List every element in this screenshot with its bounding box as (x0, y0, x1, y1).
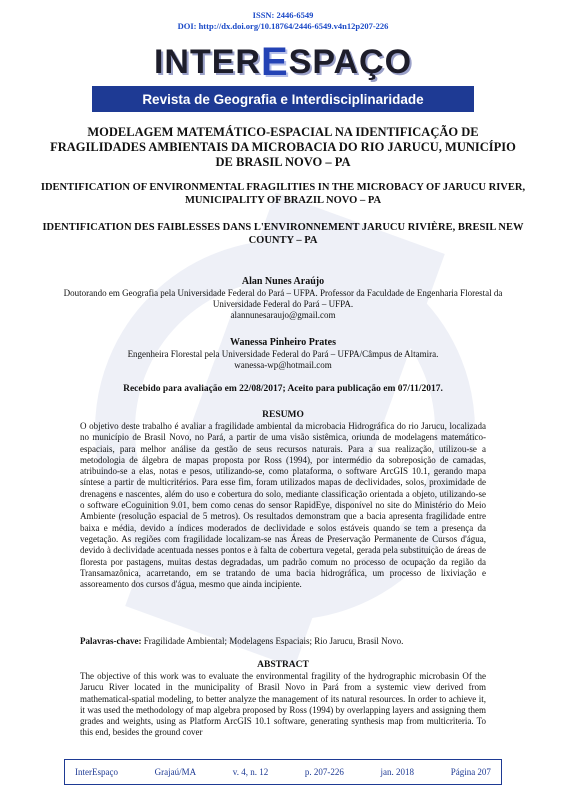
article-identifiers (0, 10, 566, 32)
received-accepted-dates: Recebido para avaliação em 22/08/2017; Aceito para publicação em 07/11/2017. (123, 384, 443, 394)
author-affiliation: Engenheira Florestal pela Universidade Federal do Pará – UFPA/Câmpus de Altamira. (127, 349, 439, 359)
footer-pages: p. 207-226 (304, 767, 344, 777)
footer-journal: InterEspaço (75, 767, 118, 777)
resumo-text: O objetivo deste trabalho é avaliar a fragilidade ambiental da microbacia Hidrográfica do rio Jarucu, localizada no município de Brasil Novo, no Pará, a partir de uma visão sistêmica, oriunda de modelagens matemático-espaciais, para melhor análise da gestão de seus recursos naturais. Para a sua realização, utilizou-se a metodologia de álgebra de mapas proposta por Ross (1994), por intermédio da sobreposição de camadas, atribuindo-se a elas, notas e pesos, utilizando-se, como plataforma, o software ArcGIS 10.1, gerando mapa síntese a partir de multicritérios. Para esse fim, foram utilizados mapas de declividades, solos, proximidade de drenagens e nascentes, além do uso e cobertura do solo, mediante classificação orientada a objeto, utilizando-se o software eCoguinition 9.01, bem como cenas do sensor RapidEye, disponível no site do Ministério do Meio Ambiente (resolução espacial de 5 metros). Os resultados demonstram que a bacia apresenta fragilidade entre baixa e média, devido a índices moderados de declividade e solos estáveis quando se tem a presença da vegetação. As regiões com fragilidade localizam-se nas Áreas de Preservação Permanente de Cursos d'água, devido à declividade acentuada nesses pontos e à falta de cobertura vegetal, gerada pela substituição de áreas de floresta por pastagens, muitas destas degradadas, um padrão comum no processo de ocupação da região da Transamazônica, acarretando, em se tratando de uma bacia hidrográfica, um processo de lixiviação e assoreamento dos cursos d'água, mesmo que ainda incipiente. (80, 421, 486, 590)
issn: ISSN: 2446-6549 (252, 10, 314, 20)
author-block-1 (40, 276, 526, 321)
keywords (80, 636, 486, 647)
logo-text-inter: INTER (153, 42, 261, 81)
journal-logo (78, 39, 488, 84)
author-email[interactable]: alannunesaraujo@gmail.com (230, 310, 336, 320)
keywords-label: Palavras-chave: (80, 636, 142, 646)
journal-subtitle: Revista de Geografia e Interdisciplinaridade (142, 91, 424, 107)
author-name: Wanessa Pinheiro Prates (230, 337, 336, 348)
footer-city: Grajaú/MA (154, 767, 197, 777)
logo-text-accent: E (260, 39, 289, 84)
journal-subtitle-banner (92, 86, 474, 112)
author-block-2 (40, 337, 526, 371)
title-french: IDENTIFICATION DES FAIBLESSES DANS L'ENVIRONNEMENT JARUCU RIVIÈRE, BRESIL NEW COUNTY – PA (42, 222, 524, 246)
author-affiliation: Doutorando em Geografia pela Universidade Federal do Pará – UFPA. Professor da Faculdade de Engenharia Florestal da Universidade Federal do Pará – UFPA. (63, 288, 503, 309)
page-footer (64, 759, 502, 785)
footer-volume: v. 4, n. 12 (232, 767, 269, 777)
footer-date: jan. 2018 (380, 767, 415, 777)
doi-link[interactable]: DOI: http://dx.doi.org/10.18764/2446-6549.v4n12p207-226 (177, 21, 389, 31)
footer-page-number: Página 207 (450, 767, 491, 777)
resumo-heading: RESUMO (262, 410, 304, 420)
title-english: IDENTIFICATION OF ENVIRONMENTAL FRAGILITIES IN THE MICROBACY OF JARUCU RIVER, MUNICIPALITY OF BRAZIL NOVO – PA (40, 182, 526, 206)
logo-text-espaco: SPAÇO (288, 42, 413, 81)
keywords-text: Fragilidade Ambiental; Modelagens Espaciais; Rio Jarucu, Brasil Novo. (143, 636, 404, 646)
author-email[interactable]: wanessa-wp@hotmail.com (234, 360, 332, 370)
title-portuguese: MODELAGEM MATEMÁTICO-ESPACIAL NA IDENTIFICAÇÃO DE FRAGILIDADES AMBIENTAIS DA MICROBACIA DO RIO JARUCU, MUNICÍPIO DE BRASIL NOVO – PA (50, 125, 516, 169)
author-name: Alan Nunes Araújo (241, 276, 325, 287)
abstract-heading: ABSTRACT (257, 660, 309, 670)
abstract-text: The objective of this work was to evaluate the environmental fragility of the hydrographic microbasin Of the Jarucu River located in the municipality of Brasil Novo in Pará from a systemic view derived from mathematical-spatial modeling, to better analyze the management of its natural resources. In order to achieve it, it was used the methodology of map algebra proposed by Ross (1994) by overlapping layers and assigning them grades and weights, using as Platform ArcGIS 10.1 software, generating synthesis map from multicriteria. To this end, besides the ground cover (80, 671, 486, 738)
